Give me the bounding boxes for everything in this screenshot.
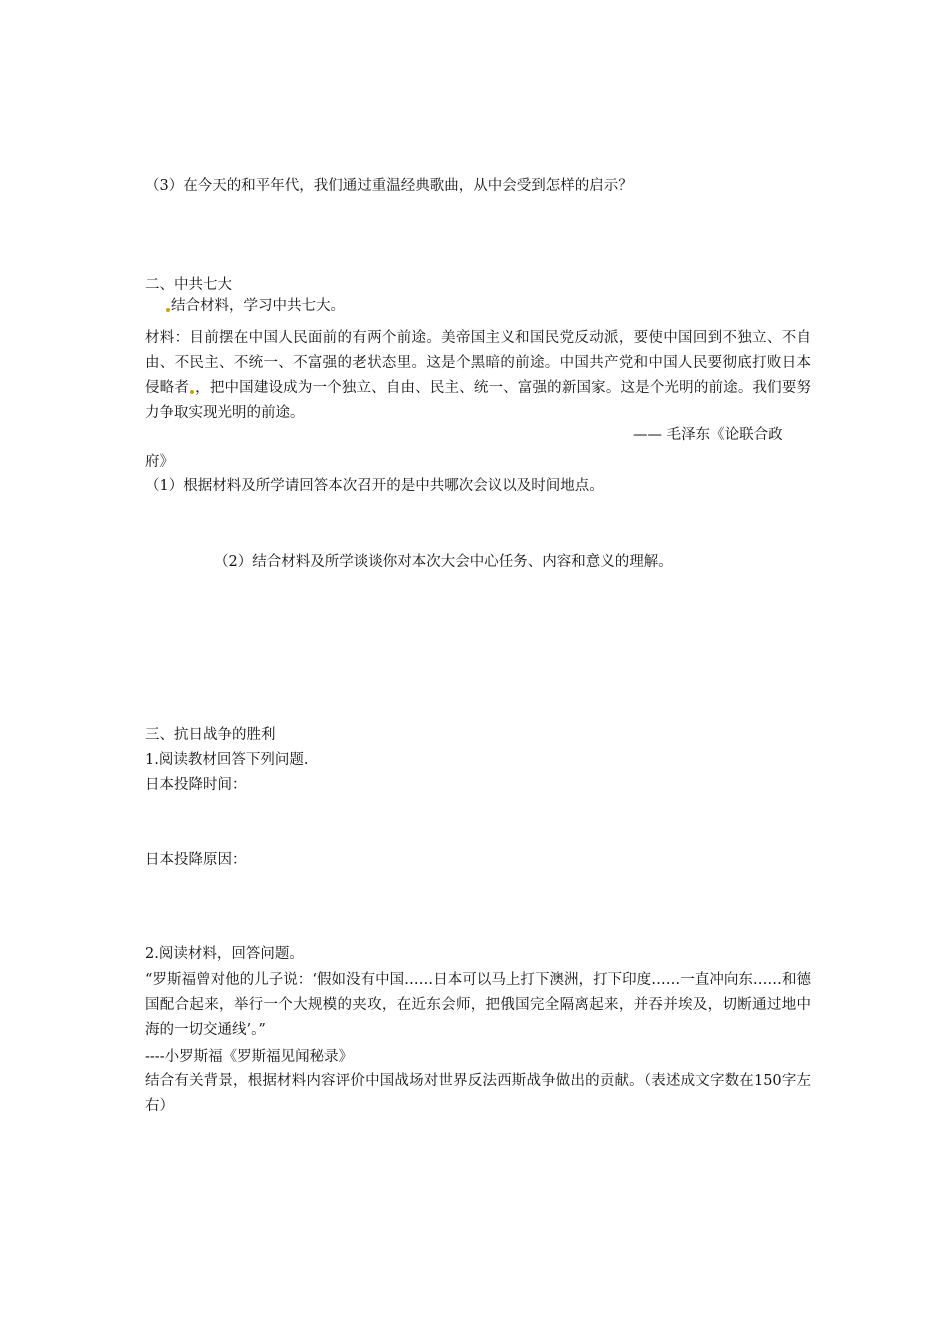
section-3-heading: 三、抗日战争的胜利 (145, 727, 276, 743)
section-2-intro (165, 296, 345, 316)
marker-dot-icon (166, 308, 170, 312)
section-2-heading: 二、中共七大 (145, 277, 232, 293)
item-2-title: 2.阅读材料，回答问题。 (145, 946, 304, 962)
material-text-1: 材料：目前摆在中国人民面前的有两个前途。美帝国主义和国民党反动派，要使中国回到不独立、不自由、不民主、不统一、不富强的老状态里。这是个黑暗的前途。中国共产党和中国人民要彻底打败日本侵略者 (145, 330, 811, 396)
material-paragraph (145, 326, 811, 426)
marker-dot-icon (190, 390, 194, 394)
question-1: （1）根据材料及所学请回答本次召开的是中共哪次会议以及时间地点。 (145, 478, 604, 494)
item-1-title: 1.阅读教材回答下列问题. (145, 752, 309, 768)
question-2: （2）结合材料及所学谈谈你对本次大会中心任务、内容和意义的理解。 (214, 554, 673, 570)
source-attribution-line1: —— 毛泽东《论联合政 (633, 427, 783, 443)
surrender-time-label: 日本投降时间： (145, 777, 247, 793)
roosevelt-quote: “罗斯福曾对他的儿子说：‘假如没有中国……日本可以马上打下澳洲，打下印度……一直冲向东……和德国配合起来，举行一个大规模的夹攻，在近东会师，把俄国完全隔离起来，并吞并埃及，切断通过地中海的一切交通线’。” (145, 972, 811, 1038)
question-3: （3）在今天的和平年代，我们通过重温经典歌曲，从中会受到怎样的启示？ (145, 178, 633, 194)
surrender-reason-label: 日本投降原因： (145, 852, 247, 868)
quote-source: ----小罗斯福《罗斯福见闻秘录》 (145, 1049, 354, 1065)
task-paragraph: 结合有关背景，根据材料内容评价中国战场对世界反法西斯战争做出的贡献。（表述成文字数在150字左右） (145, 1073, 811, 1114)
intro-text: 结合材料，学习中共七大。 (171, 298, 345, 314)
material-text-2: ，把中国建设成为一个独立、自由、民主、统一、富强的新国家。这是个光明的前途。我们要努力争取实现光明的前途。 (145, 380, 811, 421)
source-attribution-line2: 府》 (145, 454, 174, 470)
